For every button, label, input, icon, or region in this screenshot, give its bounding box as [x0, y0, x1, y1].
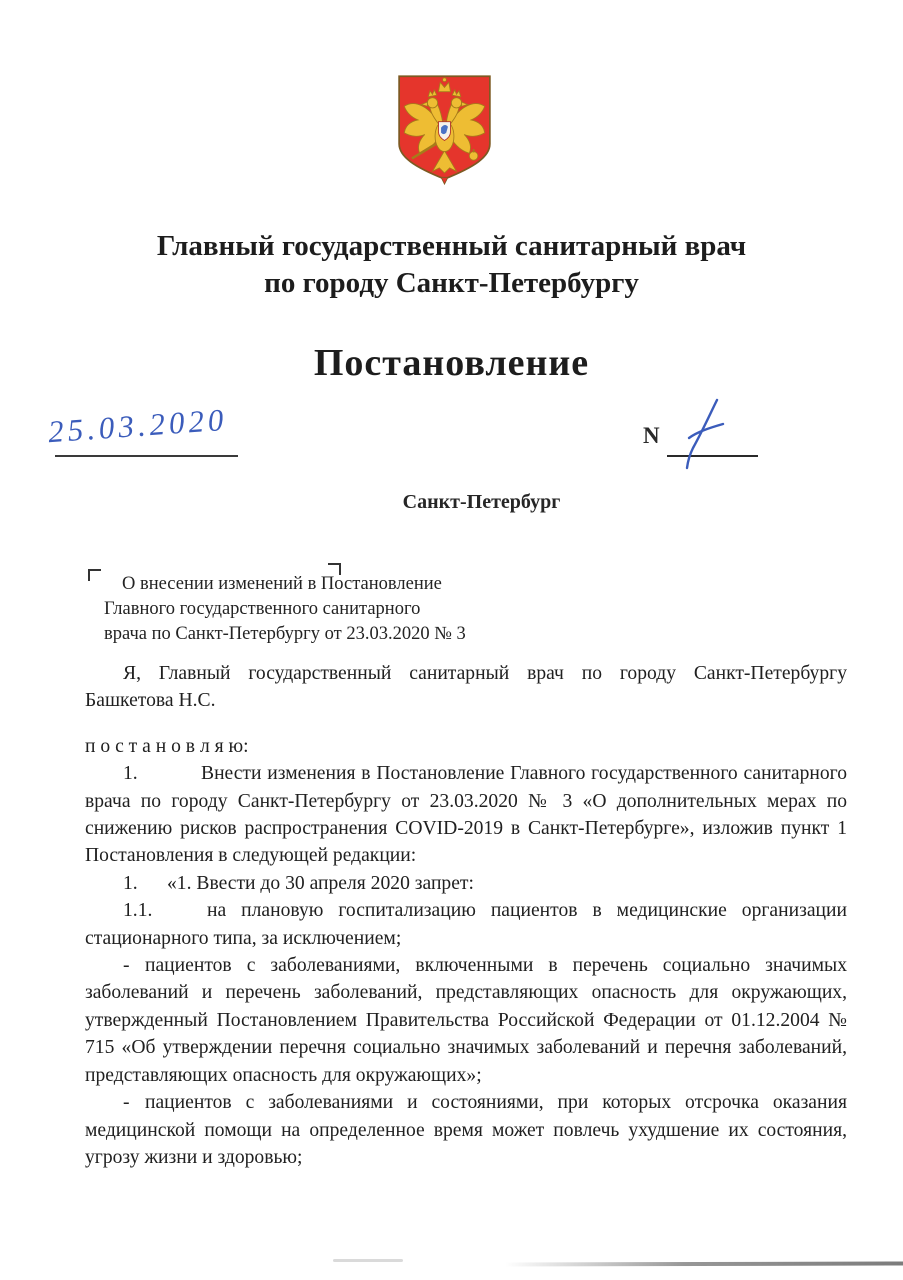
body-paragraph-item1-quote — [85, 870, 847, 897]
paragraph-text: Я, Главный государственный санитарный врач по городу Санкт-Петербургу Башкетова Н.С. — [85, 663, 847, 712]
paragraph-text: пациентов с заболеваниями и состояниями, при которых отсрочка оказания медицинской помощи на определенное время может повлечь ухудшение их состояния, угрозу жизни и здоровью; — [85, 1092, 847, 1168]
paragraph-number: - — [123, 955, 130, 977]
document-body — [85, 660, 847, 1171]
handwritten-4-strokes — [683, 396, 729, 470]
paragraph-number: 1.1. — [123, 900, 153, 922]
city-name: Санкт-Петербург — [402, 491, 561, 513]
paragraph-text: Внести изменения в Постановление Главного государственного санитарного врача по городу Санкт-Петербургу от 23.03.2020 № 3 «О дополнительных мерах по снижению рисков распространения COVID-2019 в Санкт-Петербурге», изложив пункт 1 Постановления в следующей редакции: — [85, 763, 847, 867]
document-subject — [104, 572, 484, 647]
body-paragraph-item1-1 — [85, 897, 847, 952]
paragraph-number: - — [123, 1092, 130, 1114]
paragraph-text: на плановую госпитализацию пациентов в медицинские организации стационарного типа, за исключением; — [85, 900, 847, 949]
authority-line2: по городу Санкт-Петербургу — [264, 267, 639, 299]
date-underline — [55, 455, 238, 457]
russia-coat-of-arms-icon — [388, 72, 501, 185]
number-label: N — [643, 423, 660, 448]
paragraph-text: «1. Ввести до 30 апреля 2020 запрет: — [167, 872, 474, 894]
paragraph-number: 1. — [123, 763, 138, 785]
body-paragraph-resolve — [85, 733, 847, 760]
coat-of-arms-svg — [388, 72, 501, 185]
paragraph-text: п о с т а н о в л я ю: — [85, 735, 249, 757]
subject-line1: О внесении изменений в Постановление — [122, 574, 442, 594]
document-type-title: Постановление — [313, 342, 590, 384]
scan-smudge — [333, 1259, 403, 1262]
paragraph-text: пациентов с заболеваниями, включенными в перечень социально значимых заболеваний и перечень заболеваний, представляющих опасность для окружающих, утвержденный Постановлением Правительства Российской Федерации от 01.12.2004 № 715 «Об утверждении перечня социально значимых заболеваний и перечня заболеваний, представляющих опасность для окружающих»; — [85, 955, 847, 1086]
authority-line1: Главный государственный санитарный врач — [156, 230, 747, 262]
handwritten-date: 25.03.2020 — [46, 401, 229, 450]
body-paragraph-item1 — [85, 760, 847, 870]
body-paragraph-exception1 — [85, 952, 847, 1089]
scan-edge-shadow — [505, 1261, 903, 1266]
issuing-authority-title — [0, 228, 903, 302]
subject-line3: врача по Санкт-Петербургу от 23.03.2020 № 3 — [104, 624, 466, 644]
letterhead-corner-mark-left — [88, 569, 101, 581]
handwritten-number — [683, 396, 729, 470]
body-paragraph-preamble — [85, 660, 847, 715]
subject-line2: Главного государственного санитарного — [104, 599, 421, 619]
body-paragraph-exception2 — [85, 1089, 847, 1171]
paragraph-number: 1. — [123, 872, 138, 894]
